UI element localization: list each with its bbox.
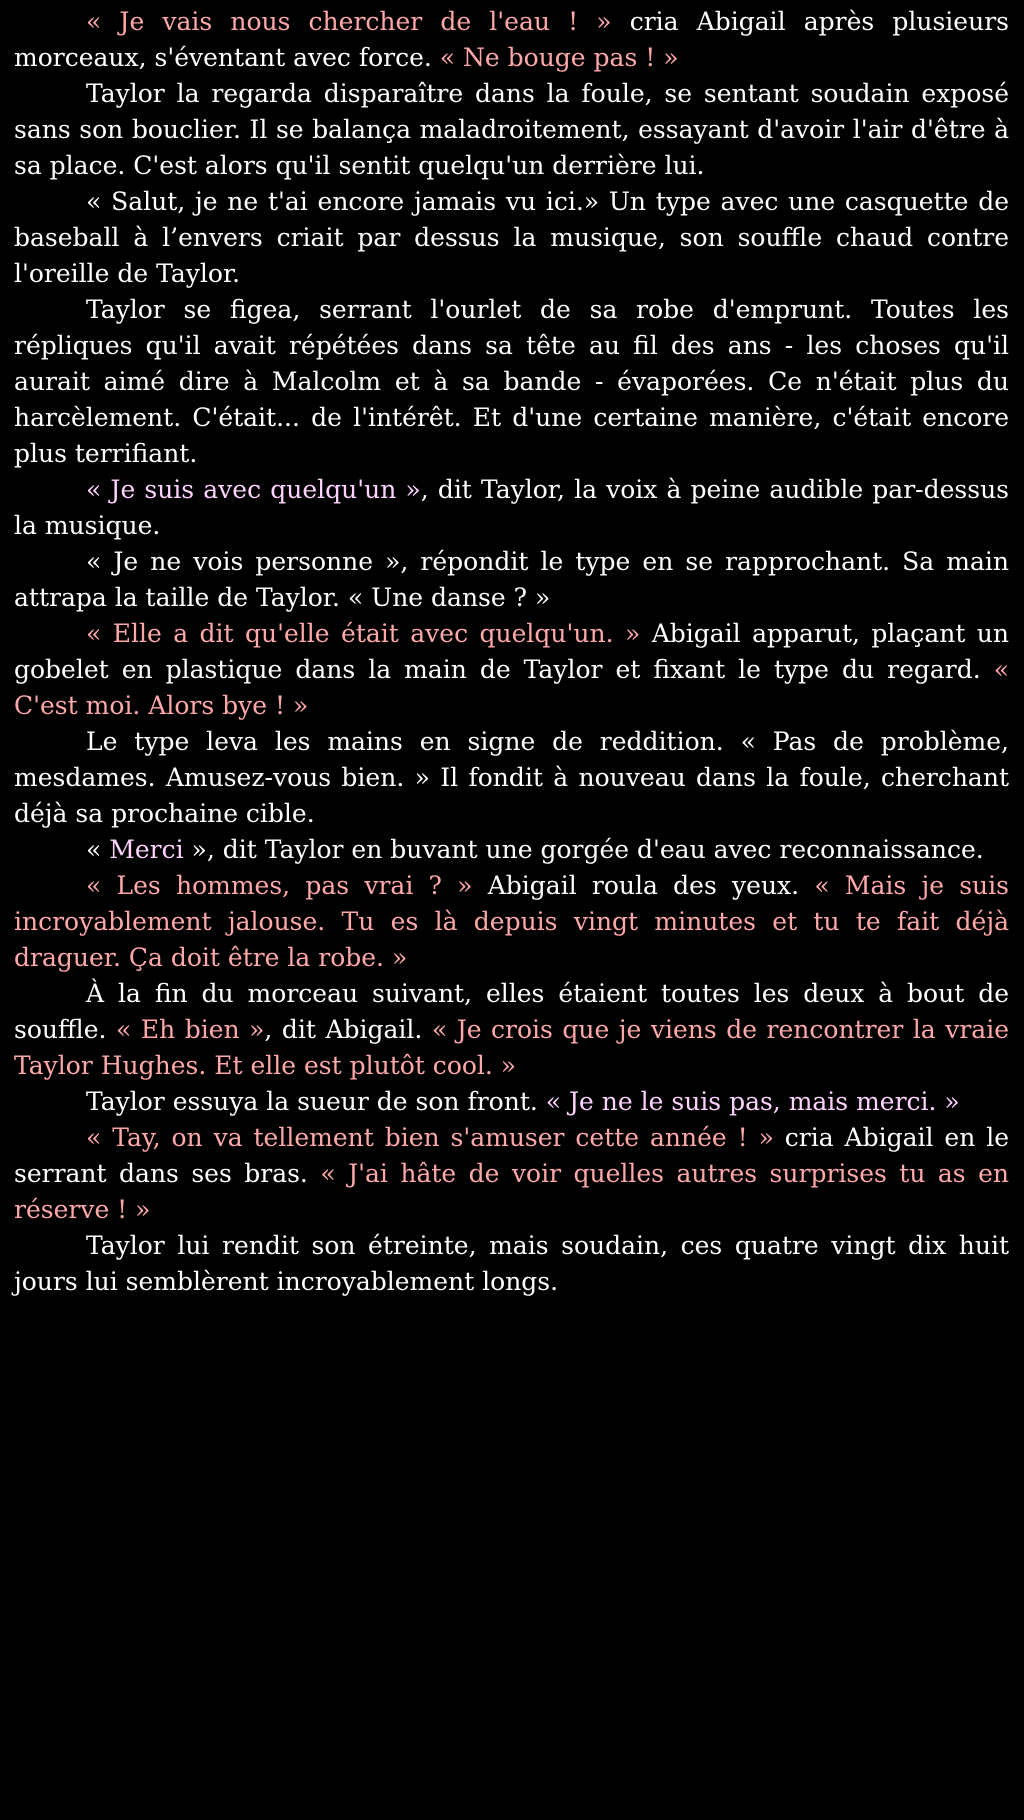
narration: « bbox=[86, 835, 110, 864]
paragraph bbox=[14, 832, 1009, 868]
dialogue-abigail: « Elle a dit qu'elle était avec quelqu'un. » bbox=[86, 619, 641, 648]
paragraph bbox=[14, 1084, 1009, 1120]
dialogue-abigail: « Tay, on va tellement bien s'amuser cette année ! » bbox=[86, 1123, 774, 1152]
narration: À la fin du morceau suivant, elles étaient toutes les deux à bout de souffle. bbox=[14, 979, 1009, 1044]
narration: cria Abigail après plusieurs morceaux, s'éventant avec force. bbox=[14, 7, 1009, 72]
narration: « Je ne vois personne », répondit le type en se rapprochant. Sa main attrapa la taille de Taylor. « Une danse ? » bbox=[14, 547, 1009, 612]
paragraph bbox=[14, 4, 1009, 76]
narration: cria Abigail en le serrant dans ses bras. bbox=[14, 1123, 1009, 1188]
paragraph bbox=[14, 1120, 1009, 1228]
narration: Abigail apparut, plaçant un gobelet en plastique dans la main de Taylor et fixant le type du regard. bbox=[14, 619, 1010, 684]
dialogue-abigail: « Je vais nous chercher de l'eau ! » bbox=[86, 7, 612, 36]
dialogue-abigail: « Ne bouge pas ! » bbox=[439, 43, 679, 72]
narration: Le type leva les mains en signe de reddition. « Pas de problème, mesdames. Amusez-vous bien. » Il fondit à nouveau dans la foule, cherchant déjà sa prochaine cible. bbox=[14, 727, 1009, 828]
narration: « Salut, je ne t'ai encore jamais vu ici.» Un type avec une casquette de baseball à l’envers criait par dessus la musique, son souffle chaud contre l'oreille de Taylor. bbox=[14, 187, 1009, 288]
paragraph bbox=[14, 184, 1009, 292]
dialogue-taylor: « Je suis avec quelqu'un » bbox=[86, 475, 421, 504]
dialogue-taylor: Merci bbox=[109, 835, 184, 864]
dialogue-abigail: « Les hommes, pas vrai ? » bbox=[86, 871, 473, 900]
narration: Taylor la regarda disparaître dans la foule, se sentant soudain exposé sans son bouclier. Il se balança maladroitement, essayant d'avoir l'air d'être à sa place. C'est alors qu'il sentit quelqu'un derrière lui. bbox=[14, 79, 1009, 180]
paragraph bbox=[14, 76, 1009, 184]
paragraph bbox=[14, 472, 1009, 544]
narration: , dit Abigail. bbox=[264, 1015, 432, 1044]
paragraph bbox=[14, 292, 1009, 472]
paragraph bbox=[14, 616, 1009, 724]
narration: », dit Taylor en buvant une gorgée d'eau avec reconnaissance. bbox=[183, 835, 984, 864]
dialogue-abigail: « Je crois que je viens de rencontrer la vraie Taylor Hughes. Et elle est plutôt cool. » bbox=[14, 1015, 1009, 1080]
paragraph bbox=[14, 724, 1009, 832]
dialogue-abigail: « C'est moi. Alors bye ! » bbox=[14, 655, 1009, 720]
story-text bbox=[14, 4, 1009, 1300]
narration: Taylor essuya la sueur de son front. bbox=[86, 1087, 546, 1116]
dialogue-taylor: « Je ne le suis pas, mais merci. » bbox=[545, 1087, 960, 1116]
dialogue-abigail: « Mais je suis incroyablement jalouse. Tu es là depuis vingt minutes et tu te fait déjà draguer. Ça doit être la robe. » bbox=[14, 871, 1009, 972]
paragraph bbox=[14, 1228, 1009, 1300]
narration: Taylor lui rendit son étreinte, mais soudain, ces quatre vingt dix huit jours lui semblèrent incroyablement longs. bbox=[14, 1231, 1009, 1296]
narration: , dit Taylor, la voix à peine audible par-dessus la musique. bbox=[14, 475, 1009, 540]
dialogue-abigail: « J'ai hâte de voir quelles autres surprises tu as en réserve ! » bbox=[14, 1159, 1009, 1224]
paragraph bbox=[14, 544, 1009, 616]
narration: Taylor se figea, serrant l'ourlet de sa robe d'emprunt. Toutes les répliques qu'il avait répétées dans sa tête au fil des ans - les choses qu'il aurait aimé dire à Malcolm et à sa bande - évaporées. Ce n'était plus du harcèlement. C'était... de l'intérêt. Et d'une certaine manière, c'était encore plus terrifiant. bbox=[14, 295, 1009, 468]
narration: Abigail roula des yeux. bbox=[472, 871, 815, 900]
paragraph bbox=[14, 976, 1009, 1084]
dialogue-abigail: « Eh bien » bbox=[116, 1015, 265, 1044]
paragraph bbox=[14, 868, 1009, 976]
